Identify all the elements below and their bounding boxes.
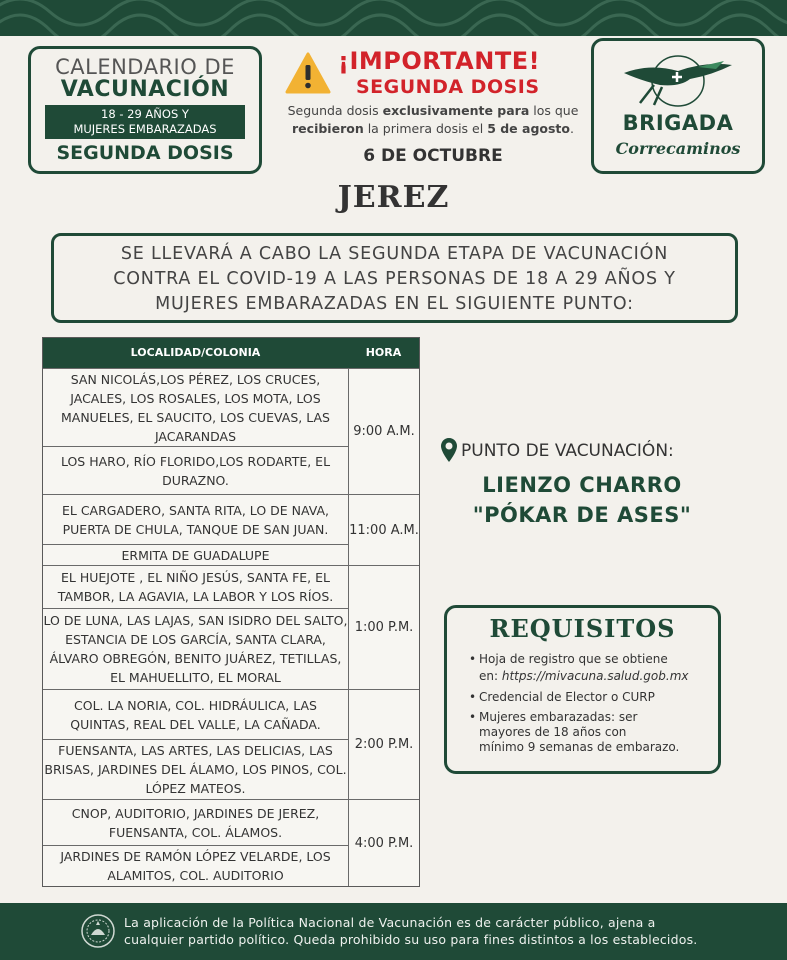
locality-cell: FUENSANTA, LAS ARTES, LAS DELICIAS, LAS BRISAS, JARDINES DEL ÁLAMO, LOS PINOS, COL. LÓPEZ MATEOS. bbox=[43, 739, 348, 799]
locality-cell: LO DE LUNA, LAS LAJAS, SAN ISIDRO DEL SALTO, ESTANCIA DE LOS GARCÍA, SANTA CLARA, ÁLVARO OBREGÓN, BENITO JUÁREZ, TETILLAS, EL MAHUELLITO, EL MORAL bbox=[43, 608, 348, 689]
stage-line-3: MUJERES EMBARAZADAS EN EL SIGUIENTE PUNTO: bbox=[155, 294, 634, 314]
locality-cell: COL. LA NORIA, COL. HIDRÁULICA, LAS QUINTAS, REAL DEL VALLE, LA CAÑADA. bbox=[43, 689, 348, 739]
requirement-item3-line3: mínimo 9 semanas de embarazo. bbox=[479, 740, 680, 754]
important-text-c: los que bbox=[529, 103, 579, 118]
requirement-item3-line1: Mujeres embarazadas: ser bbox=[479, 710, 638, 724]
calendar-audience-line1: 18 - 29 AÑOS Y bbox=[101, 107, 189, 121]
important-subtitle: SEGUNDA DOSIS bbox=[356, 76, 540, 98]
header-locality: LOCALIDAD/COLONIA bbox=[43, 338, 348, 368]
government-seal-icon bbox=[80, 913, 116, 949]
vaccination-venue-line2: "PÓKAR DE ASES" bbox=[472, 503, 692, 527]
hour-cell: 4:00 P.M. bbox=[348, 799, 419, 886]
calendar-dose-label: SEGUNDA DOSIS bbox=[56, 142, 234, 164]
important-text bbox=[283, 102, 583, 138]
requirement-item1-line1: Hoja de registro que se obtiene bbox=[479, 652, 668, 666]
stage-announcement bbox=[51, 233, 738, 323]
important-title: ¡IMPORTANTE! bbox=[338, 47, 541, 75]
top-decorative-band bbox=[0, 0, 787, 36]
brigade-name: BRIGADA bbox=[622, 111, 734, 135]
important-text-e: la primera dosis el bbox=[363, 121, 488, 136]
footer-disclaimer bbox=[0, 903, 787, 960]
hour-cell: 9:00 A.M. bbox=[348, 368, 419, 494]
locality-cell: EL HUEJOTE , EL NIÑO JESÚS, SANTA FE, EL TAMBOR, LA AGAVIA, LA LABOR Y LOS RÍOS. bbox=[43, 565, 348, 608]
locality-cell: JARDINES DE RAMÓN LÓPEZ VELARDE, LOS ALAMITOS, COL. AUDITORIO bbox=[43, 845, 348, 886]
brigade-box bbox=[591, 38, 765, 174]
locality-cell: SAN NICOLÁS,LOS PÉREZ, LOS CRUCES, JACALES, LOS ROSALES, LOS MOTA, LOS MANUELES, EL SAUCITO, LOS CUEVAS, LAS JACARANDAS bbox=[43, 368, 348, 446]
vaccination-venue-line1: LIENZO CHARRO bbox=[482, 473, 682, 497]
calendar-audience-line2: MUJERES EMBARAZADAS bbox=[73, 122, 217, 136]
locality-cell: ERMITA DE GUADALUPE bbox=[43, 544, 348, 565]
requirement-item bbox=[469, 710, 718, 755]
calendar-title-line1: CALENDARIO DE bbox=[55, 55, 235, 79]
calendar-audience-band bbox=[45, 105, 245, 139]
hour-cell: 11:00 A.M. bbox=[348, 494, 419, 565]
schedule-table bbox=[42, 337, 420, 887]
requirement-item bbox=[469, 689, 718, 706]
hour-cell: 1:00 P.M. bbox=[348, 565, 419, 689]
calendar-title-line2: VACUNACIÓN bbox=[60, 77, 230, 102]
requirements-list bbox=[469, 651, 718, 755]
important-text-d: recibieron bbox=[292, 121, 364, 136]
requirement-item1-prefix: en: bbox=[479, 669, 502, 683]
roadrunner-logo bbox=[620, 47, 736, 109]
locality-cell: LOS HARO, RÍO FLORIDO,LOS RODARTE, EL DURAZNO. bbox=[43, 446, 348, 494]
city-title: JEREZ bbox=[337, 180, 450, 215]
requirement-item2: Credencial de Elector o CURP bbox=[479, 690, 655, 704]
warning-icon bbox=[285, 52, 331, 94]
calendar-box bbox=[28, 46, 262, 174]
registration-url-link[interactable]: https://mivacuna.salud.gob.mx bbox=[501, 669, 689, 683]
vaccination-point-label: PUNTO DE VACUNACIÓN: bbox=[461, 441, 674, 461]
stage-line-2: CONTRA EL COVID-19 A LAS PERSONAS DE 18 A 29 AÑOS Y bbox=[113, 269, 676, 289]
pattern-decoration bbox=[0, 0, 787, 36]
important-text-b: exclusivamente para bbox=[382, 103, 530, 118]
important-notice bbox=[283, 44, 583, 174]
requirements-box bbox=[444, 605, 721, 774]
footer-line2: cualquier partido político. Queda prohibido su uso para fines distintos a los establecidos. bbox=[124, 932, 698, 947]
requirements-title: REQUISITOS bbox=[489, 614, 676, 643]
second-dose-date: 6 DE OCTUBRE bbox=[363, 146, 503, 166]
map-pin-icon bbox=[440, 437, 458, 463]
locality-cell: CNOP, AUDITORIO, JARDINES DE JEREZ, FUENSANTA, COL. ÁLAMOS. bbox=[43, 799, 348, 845]
stage-line-1: SE LLEVARÁ A CABO LA SEGUNDA ETAPA DE VACUNACIÓN bbox=[120, 244, 669, 264]
important-text-a: Segunda dosis bbox=[287, 103, 383, 118]
requirement-item3-line2: mayores de 18 años con bbox=[479, 725, 627, 739]
footer-line1: La aplicación de la Política Nacional de Vacunación es de carácter público, ajena a bbox=[124, 915, 656, 930]
brigade-subtitle: Correcaminos bbox=[615, 139, 741, 158]
hour-cell: 2:00 P.M. bbox=[348, 689, 419, 799]
footer-text bbox=[124, 914, 744, 948]
important-text-f: 5 de agosto bbox=[487, 121, 570, 136]
important-text-g: . bbox=[570, 121, 574, 136]
requirement-item bbox=[469, 651, 718, 685]
header-hour: HORA bbox=[348, 338, 419, 368]
locality-cell: EL CARGADERO, SANTA RITA, LO DE NAVA, PUERTA DE CHULA, TANQUE DE SAN JUAN. bbox=[43, 494, 348, 544]
